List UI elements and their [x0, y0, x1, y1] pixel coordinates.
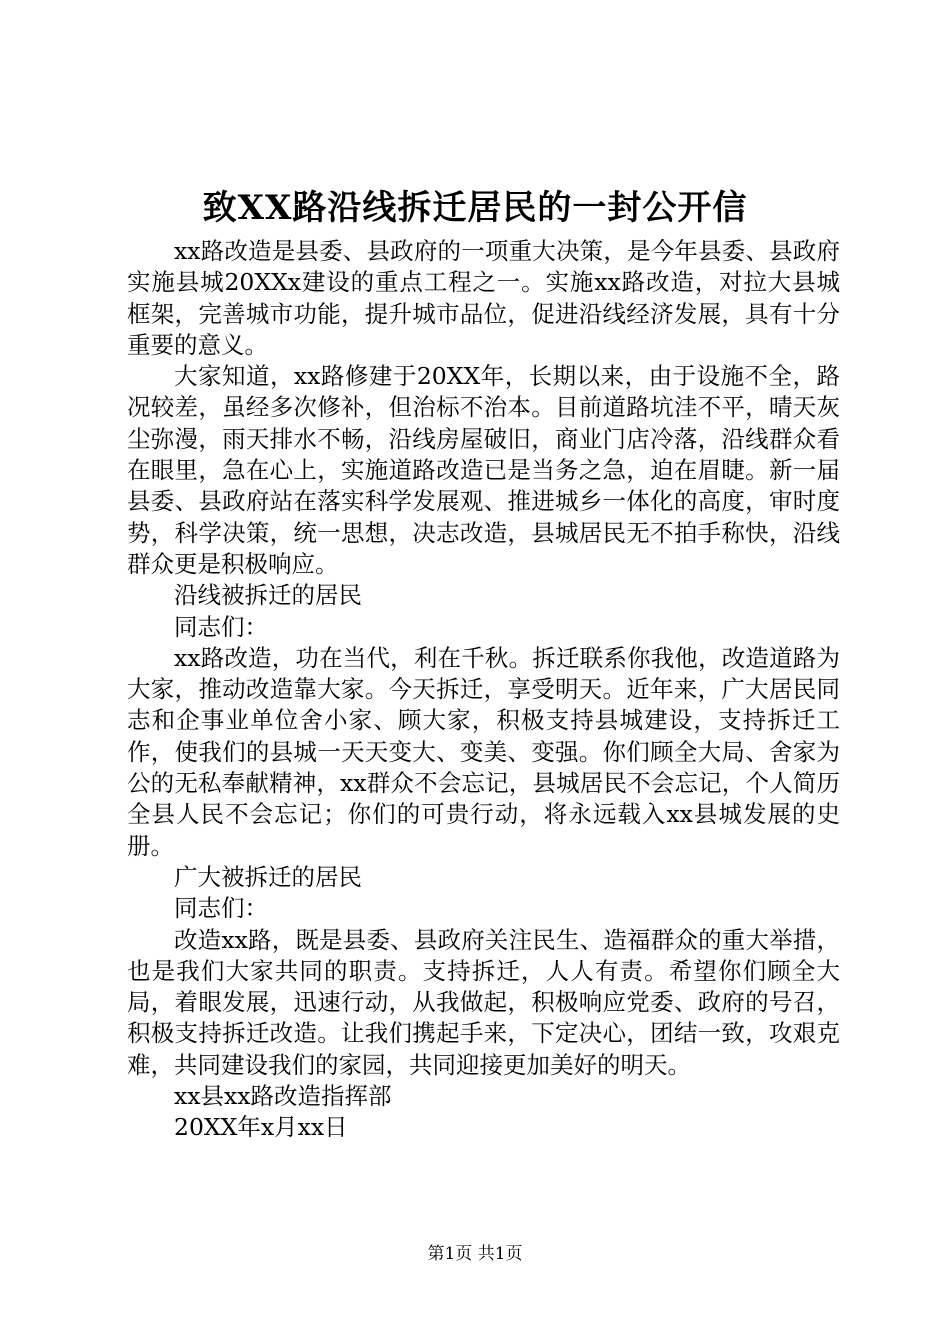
document-body: [127, 236, 840, 1144]
salutation-2: 广大被拆迁的居民: [174, 862, 362, 891]
paragraph-3: xx路改造，功在当代，利在千秋。拆迁联系你我他，改造道路为大家，推动改造靠大家。今天拆迁，享受明天。近年来，广大居民同志和企事业单位舍小家、顾大家，积极支持县城建设，支持拆迁工作，使我们的县城一天天变大、变美、变强。你们顾全大局、舍家为公的无私奉献精神，xx群众不会忘记，县城居民不会忘记，个人简历全县人民不会忘记；你们的可贵行动，将永远载入xx县城发展的史册。: [127, 643, 840, 860]
page-footer: 第1页 共1页: [427, 1244, 523, 1264]
paragraph-4: 改造xx路，既是县委、县政府关注民生、造福群众的重大举措，也是我们大家共同的职责。支持拆迁，人人有责。希望你们顾全大局，着眼发展，迅速行动，从我做起，积极响应党委、政府的号召，积极支持拆迁改造。让我们携起手来，下定决心，团结一致，攻艰克难，共同建设我们的家园，共同迎接更加美好的明天。: [127, 925, 840, 1079]
signature: xx县xx路改造指挥部: [174, 1082, 392, 1111]
date: 20XX年x月xx日: [174, 1113, 348, 1142]
document-title: 致XX路沿线拆迁居民的一封公开信: [202, 188, 748, 228]
paragraph-1: xx路改造是县委、县政府的一项重大决策，是今年县委、县政府实施县城20XXx建设的重点工程之一。实施xx路改造，对拉大县城框架，完善城市功能，提升城市品位，促进沿线经济发展，具有十分重要的意义。: [127, 237, 840, 359]
paragraph-2: 大家知道，xx路修建于20XX年，长期以来，由于设施不全，路况较差，虽经多次修补，但治标不治本。目前道路坑洼不平，晴天灰尘弥漫，雨天排水不畅，沿线房屋破旧，商业门店冷落，沿线群众看在眼里，急在心上，实施道路改造已是当务之急，迫在眉睫。新一届县委、县政府站在落实科学发展观、推进城乡一体化的高度，审时度势，科学决策，统一思想，决志改造，县城居民无不拍手称快，沿线群众更是积极响应。: [127, 362, 840, 578]
salutation-1: 沿线被拆迁的居民: [174, 581, 362, 610]
greeting-1: 同志们：: [174, 612, 268, 641]
greeting-2: 同志们：: [174, 894, 268, 923]
